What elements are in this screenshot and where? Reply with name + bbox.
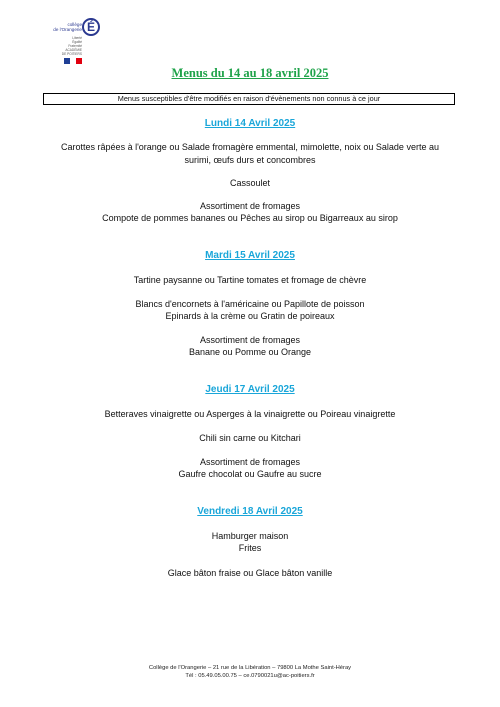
flag-stripe-red: [76, 58, 82, 64]
menu-line: Assortiment de fromages: [199, 201, 301, 211]
menu-line: Carottes râpées à l'orange ou Salade fromagère emmental, mimolette, noix ou Salade verte au: [61, 142, 439, 152]
logo-small-4: ACADÉMIE: [65, 48, 82, 52]
menu-line: Tartine paysanne ou Tartine tomates et fromage de chèvre: [133, 275, 367, 285]
logo-small-2: Égalité: [72, 40, 82, 44]
logo-small-3: Fraternité: [68, 44, 82, 48]
logo-subtext: [52, 36, 82, 56]
menu-line: Hamburger maison: [211, 531, 289, 541]
page-title: Menus du 14 au 18 avril 2025: [171, 66, 329, 80]
menu-line: Blancs d'encornets à l'américaine ou Papillote de poisson: [135, 299, 365, 309]
school-logo: [52, 16, 102, 64]
menu-line: Chili sin carne ou Kitchari: [199, 433, 301, 443]
menu-line: Glace bâton fraise ou Glace bâton vanille: [167, 568, 333, 578]
day-heading-thursday: Jeudi 17 Avril 2025: [205, 384, 295, 395]
footer-contact: Tél : 05.49.05.00.75 – ce.0790021u@ac-poitiers.fr: [185, 673, 315, 679]
french-flag-icon: [64, 58, 82, 64]
logo-text: [52, 22, 82, 33]
day-heading-monday: Lundi 14 Avril 2025: [204, 118, 296, 129]
day-heading-friday: Vendredi 18 Avril 2025: [197, 506, 303, 517]
logo-small-1: Liberté: [72, 36, 82, 40]
menu-line: Compote de pommes bananes ou Pêches au sirop ou Bigarreaux au sirop: [102, 213, 398, 223]
menu-line: Assortiment de fromages: [199, 457, 301, 467]
logo-line-1: collège: [67, 22, 82, 27]
notice-box: Menus susceptibles d'être modifiés en raison d'évènements non connus à ce jour: [43, 93, 455, 105]
day-heading-tuesday: Mardi 15 Avril 2025: [205, 250, 295, 261]
logo-small-5: DE POITIERS: [61, 52, 82, 56]
logo-line-2: de l'Orangerie: [53, 27, 82, 33]
menu-line: Assortiment de fromages: [199, 335, 301, 345]
menu-line: Gaufre chocolat ou Gaufre au sucre: [178, 469, 322, 479]
menu-line: surimi, œufs durs et concombres: [184, 155, 316, 165]
menu-line: Cassoulet: [229, 178, 271, 188]
footer-address: Collège de l'Orangerie – 21 rue de la Libération – 79800 La Mothe Saint-Héray: [148, 665, 352, 671]
logo-mark-icon: É: [82, 18, 100, 36]
menu-line: Banane ou Pomme ou Orange: [188, 347, 312, 357]
menu-line: Frites: [238, 543, 262, 553]
menu-line: Betteraves vinaigrette ou Asperges à la vinaigrette ou Poireau vinaigrette: [104, 409, 396, 419]
menu-line: Epinards à la crème ou Gratin de poireaux: [165, 311, 335, 321]
